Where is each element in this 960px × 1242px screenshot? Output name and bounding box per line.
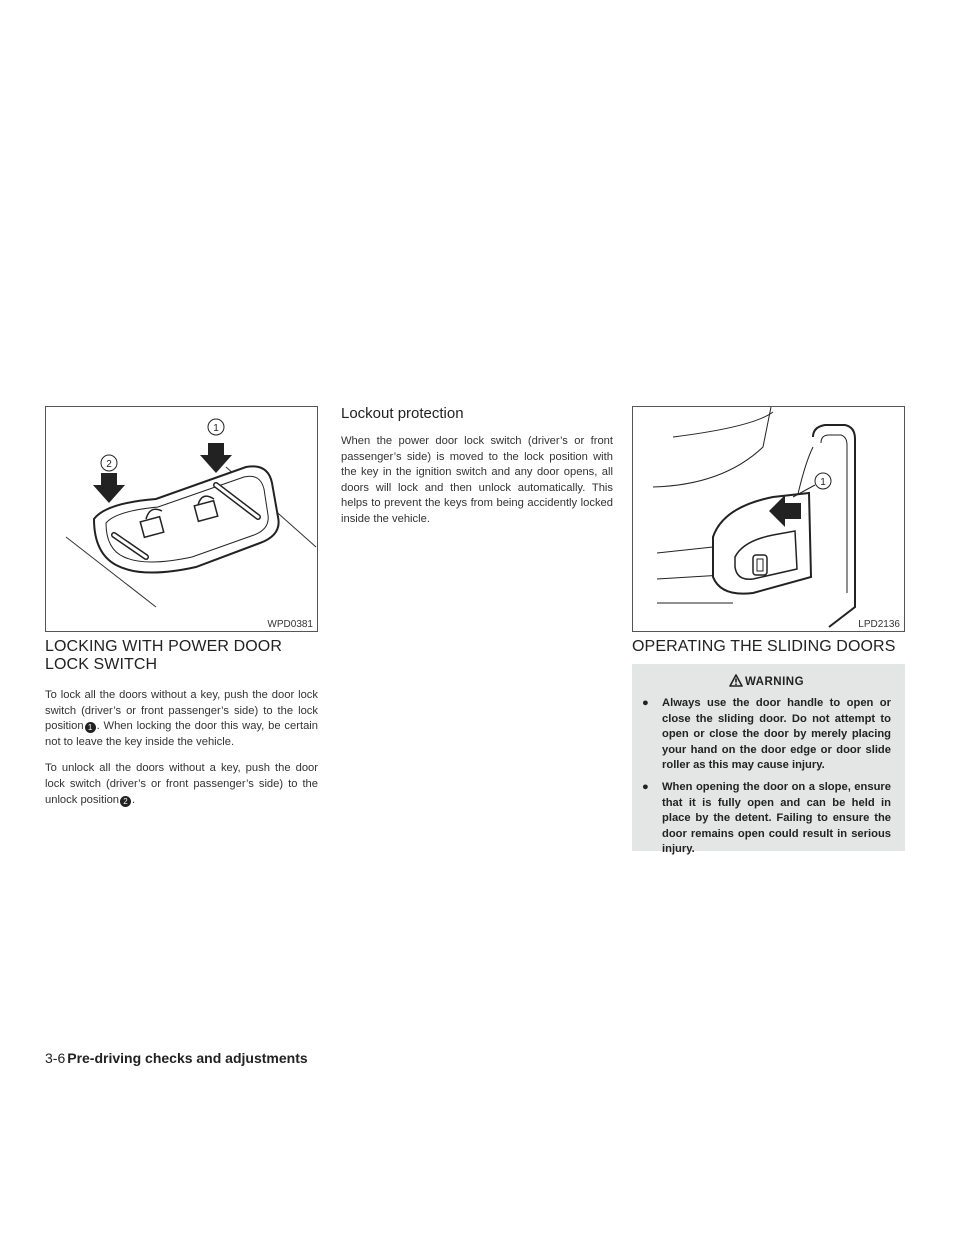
bullet-icon: ● bbox=[642, 780, 649, 793]
figure-code: WPD0381 bbox=[267, 619, 313, 630]
callout-2-label: 2 bbox=[106, 459, 112, 470]
title-line-2: LOCK SWITCH bbox=[45, 656, 158, 673]
callout-1-inline: 1 bbox=[85, 722, 96, 733]
chapter-title: Pre-driving checks and adjustments bbox=[67, 1050, 308, 1066]
section-locking bbox=[45, 638, 318, 808]
paragraph-lock-text-b: . When locking the door this way, be certain not to leave the key inside the vehicle. bbox=[45, 720, 318, 748]
callout-1-label: 1 bbox=[820, 477, 826, 488]
page-number: 3-6 bbox=[45, 1050, 66, 1066]
paragraph-lock-text-a: To lock all the doors without a key, push the door lock switch (driver’s or front passenger’s side) to the lock position bbox=[45, 689, 318, 733]
figure-code: LPD2136 bbox=[858, 619, 900, 630]
callout-1-label: 1 bbox=[213, 423, 219, 434]
section-title: OPERATING THE SLIDING DOORS bbox=[632, 638, 896, 655]
door-lock-switch-illustration bbox=[46, 407, 318, 632]
figure-door-lock-switch bbox=[45, 406, 318, 632]
warning-item-text: Always use the door handle to open or close the sliding door. Do not attempt to open or close the door by merely placing your hand on the door edge or door slide roller as this may cause injury. bbox=[662, 697, 891, 772]
section-lockout bbox=[341, 405, 613, 528]
lockout-paragraph: When the power door lock switch (driver’s or front passenger’s side) is moved to the lock position with the key in the ignition switch and any door opens, all doors will lock and then unlock automatically. This helps to prevent the keys from being accidently locked inside the vehicle. bbox=[341, 435, 613, 525]
paragraph-unlock-text-a: To unlock all the doors without a key, push the door lock switch (driver’s or front passenger’s side) to the unlock position bbox=[45, 762, 318, 806]
sliding-door-illustration bbox=[633, 407, 905, 632]
warning-item-text: When opening the door on a slope, ensure that it is fully open and can be held in place by the detent. Failing to ensure the door remains open could result in serious injury. bbox=[662, 780, 891, 856]
figure-sliding-door bbox=[632, 406, 905, 632]
subsection-title: Lockout protection bbox=[341, 405, 464, 422]
section-title bbox=[45, 638, 318, 674]
page-footer bbox=[45, 1050, 308, 1066]
section-sliding-doors bbox=[632, 638, 905, 656]
warning-item bbox=[642, 780, 891, 858]
bullet-icon: ● bbox=[642, 697, 649, 709]
warning-heading bbox=[642, 674, 891, 688]
title-line-1: LOCKING WITH POWER DOOR bbox=[45, 638, 282, 655]
warning-item bbox=[642, 696, 891, 774]
warning-label: WARNING bbox=[744, 676, 805, 688]
warning-triangle-icon bbox=[729, 674, 743, 687]
warning-box bbox=[632, 664, 905, 856]
callout-2-inline: 2 bbox=[120, 796, 131, 807]
paragraph-unlock bbox=[45, 761, 318, 808]
paragraph-unlock-text-b: . bbox=[132, 793, 136, 806]
paragraph-lock bbox=[45, 688, 318, 750]
